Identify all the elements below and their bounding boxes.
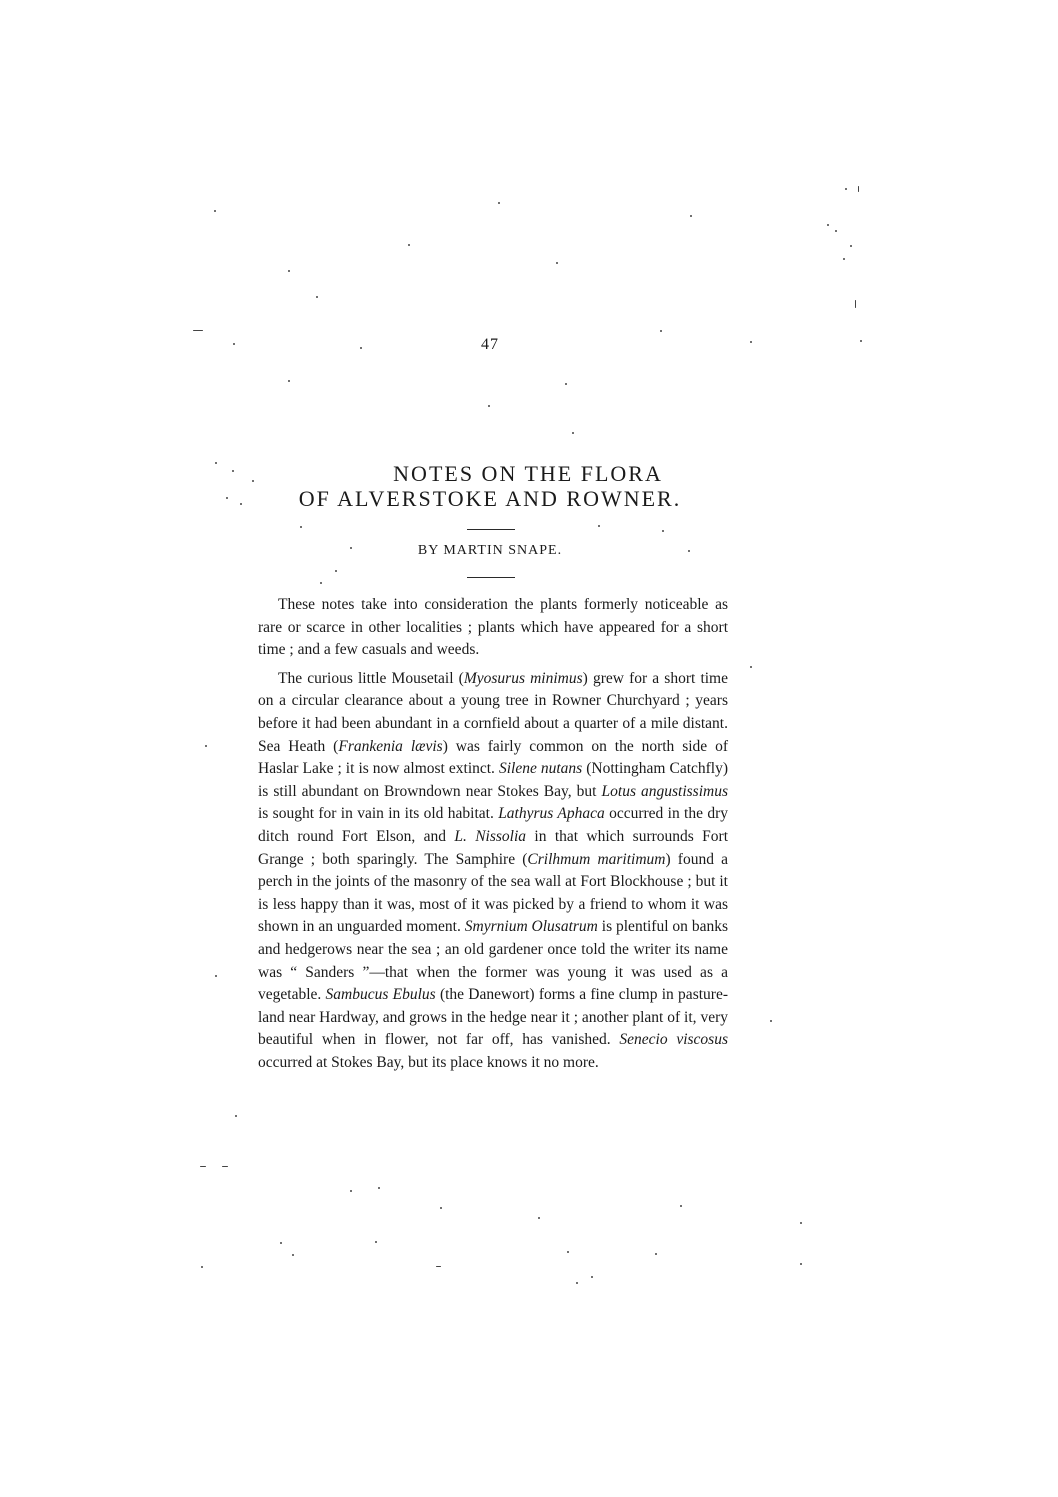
article-title-line-1: NOTES ON THE FLORA bbox=[393, 461, 663, 486]
text-run: ) found a perch in the joints of the masonry of the sea wall at Fort Blockhouse ; but it is less happy than it was, most of it was picked by a friend to whom it was shown in an unguarded moment. bbox=[258, 850, 729, 936]
species-name: Lotus angustissimus bbox=[601, 782, 728, 800]
species-name: Myosurus minimus bbox=[463, 669, 583, 687]
text-run: These notes take into consideration the plants formerly noticeable as rare or scarce in other localities ; plants which have appeared for a short time ; and a few casuals and weeds. bbox=[258, 596, 728, 659]
paragraph bbox=[258, 594, 728, 662]
species-name: Smyrnium Olusatrum bbox=[464, 918, 598, 936]
species-name: Lathyrus Aphaca bbox=[498, 805, 605, 823]
text-run: (Nottingham Catchfly) is still abundant on Browndown near Stokes Bay, but bbox=[258, 760, 729, 800]
text-run: (the Danewort) forms a fine clump in pasture-land near Hardway, and grows in the hedge near it ; another plant of it, very beautiful when in flower, not far off, has vanished. bbox=[258, 986, 728, 1049]
page-number: 47 bbox=[481, 336, 499, 353]
species-name: Silene nutans bbox=[498, 760, 583, 778]
species-name: Sambucus Ebulus bbox=[325, 986, 436, 1004]
text-run: in that which surrounds Fort Grange ; both sparingly. The Samphire ( bbox=[258, 827, 728, 868]
author-byline: BY MARTIN SNAPE. bbox=[417, 543, 563, 558]
text-run: The curious little Mousetail ( bbox=[278, 669, 464, 687]
text-run: is sought for in vain in its old habitat. bbox=[258, 805, 499, 823]
article-body bbox=[258, 594, 728, 1074]
text-run: occurred in the dry ditch round Fort Elson, and bbox=[258, 805, 728, 845]
species-name: Senecio viscosus bbox=[619, 1031, 728, 1049]
text-run: ) was fairly common on the north side of Haslar Lake ; it is now almost extinct. bbox=[258, 737, 728, 778]
divider-rule-bottom bbox=[467, 577, 515, 578]
text-run: ) grew for a short time on a circular clearance about a young tree in Rowner Churchyard ; years before it had been abundant in a cornfield about a quarter of a mile distant. Sea Heath ( bbox=[258, 669, 728, 755]
species-name: Crilhmum maritimum bbox=[527, 850, 666, 868]
article-title-line-2: OF ALVERSTOKE AND ROWNER. bbox=[298, 486, 682, 511]
text-run: occurred at Stokes Bay, but its place knows it no more. bbox=[258, 1053, 599, 1071]
text-run: is plentiful on banks and hedgerows near the sea ; an old gardener once told the writer its name was “ Sanders ”—that when the former was young it was used as a vegetable. bbox=[258, 918, 728, 1004]
species-name: L. Nissolia bbox=[454, 827, 527, 845]
divider-rule-top bbox=[467, 529, 515, 530]
paragraph bbox=[258, 668, 728, 1075]
species-name: Frankenia lævis bbox=[338, 737, 443, 755]
